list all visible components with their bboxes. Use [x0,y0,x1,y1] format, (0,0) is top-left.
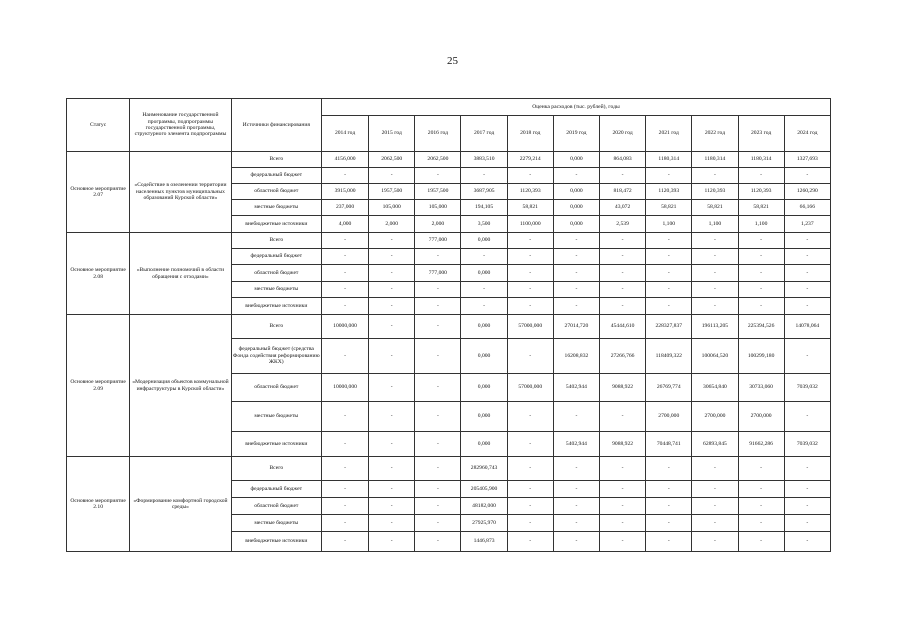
header-name: Наименование государственной программы, подпрограммы государственной программы, структурного элемента подпрограммы [130,99,231,152]
value-cell: - [784,298,830,315]
value-cell: - [738,168,784,184]
value-cell: - [784,402,830,432]
value-cell: - [369,233,415,249]
value-cell: - [369,532,415,552]
value-cell: 43,072 [600,200,646,216]
value-cell: 105,000 [369,200,415,216]
value-cell: - [507,457,553,481]
expenditure-table [66,98,831,552]
source-cell: Всего [231,152,321,168]
source-cell: местные бюджеты [231,282,321,298]
header-year: 2022 год [692,116,738,152]
value-cell: 58,821 [692,200,738,216]
value-cell: - [321,515,368,532]
value-cell: - [784,282,830,298]
value-cell: 1957,500 [369,184,415,200]
value-cell: - [600,233,646,249]
value-cell: - [321,298,368,315]
value-cell: - [646,498,692,515]
value-cell: 9088,922 [600,374,646,402]
value-cell: - [646,457,692,481]
value-cell: - [553,402,599,432]
value-cell: - [784,532,830,552]
value-cell: - [738,298,784,315]
source-cell: местные бюджеты [231,200,321,216]
value-cell: 0,000 [553,200,599,216]
value-cell: - [692,233,738,249]
value-cell: 1100,000 [507,216,553,233]
source-cell: местные бюджеты [231,515,321,532]
value-cell: - [784,457,830,481]
value-cell: - [507,532,553,552]
value-cell: 57000,000 [507,315,553,339]
value-cell: 5402,944 [553,374,599,402]
value-cell: - [369,515,415,532]
value-cell: 3883,510 [461,152,507,168]
value-cell: - [600,298,646,315]
value-cell: 2279,214 [507,152,553,168]
table-row [67,152,831,168]
value-cell: 1120,393 [507,184,553,200]
value-cell: - [553,481,599,498]
value-cell: - [738,457,784,481]
value-cell: 48182,000 [461,498,507,515]
value-cell: - [369,481,415,498]
value-cell: - [738,265,784,282]
value-cell: - [321,265,368,282]
value-cell: - [692,481,738,498]
value-cell: - [507,498,553,515]
value-cell: - [784,249,830,265]
value-cell: - [415,402,461,432]
value-cell: 27014,720 [553,315,599,339]
value-cell: - [415,432,461,457]
value-cell: - [692,249,738,265]
value-cell: - [461,298,507,315]
value-cell: 0,000 [553,152,599,168]
value-cell: - [692,298,738,315]
value-cell: - [321,282,368,298]
value-cell: 1,100 [646,216,692,233]
value-cell: - [369,457,415,481]
status-cell: Основное мероприятие 2.10 [67,457,130,552]
value-cell: 1,237 [784,216,830,233]
value-cell: 0,000 [461,265,507,282]
status-cell: Основное мероприятие 2.09 [67,315,130,457]
value-cell: 1120,393 [692,184,738,200]
value-cell: 1180,314 [692,152,738,168]
header-estimate: Оценка расходов (тыс. рублей), годы [321,99,830,116]
value-cell: 194,105 [461,200,507,216]
value-cell: - [553,265,599,282]
value-cell: - [461,249,507,265]
value-cell: 26769,774 [646,374,692,402]
value-cell: - [738,481,784,498]
value-cell: 0,000 [553,184,599,200]
value-cell: - [461,168,507,184]
value-cell: - [553,168,599,184]
value-cell: - [415,374,461,402]
value-cell: - [646,298,692,315]
value-cell: - [321,498,368,515]
value-cell: 777,000 [415,233,461,249]
value-cell: - [507,233,553,249]
value-cell: 100064,520 [692,339,738,374]
value-cell: 1957,500 [415,184,461,200]
value-cell: - [507,168,553,184]
value-cell: - [461,282,507,298]
measure-name-cell: «Модернизация объектов коммунальной инфраструктуры в Курской области» [130,315,231,457]
value-cell: 66,166 [784,200,830,216]
value-cell: - [600,515,646,532]
value-cell: 3915,000 [321,184,368,200]
value-cell: - [646,515,692,532]
value-cell: - [415,298,461,315]
table-row [67,233,831,249]
value-cell: - [692,457,738,481]
source-cell: Всего [231,233,321,249]
value-cell: - [415,457,461,481]
value-cell: 0,000 [461,315,507,339]
value-cell: 9088,922 [600,432,646,457]
value-cell: - [369,498,415,515]
header-sources: Источники финансирования [231,99,321,152]
value-cell: - [646,265,692,282]
header-year: 2021 год [646,116,692,152]
value-cell: 30733,060 [738,374,784,402]
value-cell: - [321,432,368,457]
value-cell: - [692,515,738,532]
header-year: 2024 год [784,116,830,152]
value-cell: - [321,249,368,265]
value-cell: - [553,457,599,481]
value-cell: - [784,233,830,249]
value-cell: 27925,970 [461,515,507,532]
value-cell: - [784,339,830,374]
value-cell: - [553,515,599,532]
value-cell: 45444,610 [600,315,646,339]
value-cell: - [369,432,415,457]
value-cell: - [507,402,553,432]
value-cell: - [692,282,738,298]
value-cell: - [415,168,461,184]
value-cell: - [646,168,692,184]
value-cell: - [784,168,830,184]
value-cell: - [600,282,646,298]
source-cell: Всего [231,457,321,481]
value-cell: 2,539 [600,216,646,233]
value-cell: - [600,532,646,552]
value-cell: - [415,282,461,298]
source-cell: федеральный бюджет [231,168,321,184]
value-cell: 1,100 [738,216,784,233]
value-cell: 196113,205 [692,315,738,339]
value-cell: - [553,282,599,298]
value-cell: 3,500 [461,216,507,233]
value-cell: - [369,249,415,265]
value-cell: 100299,180 [738,339,784,374]
value-cell: - [600,168,646,184]
value-cell: 14078,064 [784,315,830,339]
table-row [67,457,831,481]
value-cell: - [784,481,830,498]
value-cell: 1260,290 [784,184,830,200]
value-cell: - [784,498,830,515]
value-cell: 205405,900 [461,481,507,498]
value-cell: 2700,000 [646,402,692,432]
value-cell: 1,100 [692,216,738,233]
value-cell: - [646,233,692,249]
page-number: 25 [447,55,458,67]
value-cell: 16208,832 [553,339,599,374]
value-cell: 2062,500 [415,152,461,168]
value-cell: - [507,481,553,498]
value-cell: - [321,457,368,481]
value-cell: - [738,282,784,298]
source-cell: внебюджетные источники [231,216,321,233]
value-cell: 10000,000 [321,374,368,402]
value-cell: 2700,000 [692,402,738,432]
value-cell: 1446,873 [461,532,507,552]
status-cell: Основное мероприятие 2.08 [67,233,130,315]
header-year: 2019 год [553,116,599,152]
value-cell: 58,821 [507,200,553,216]
value-cell: 777,000 [415,265,461,282]
value-cell: 58,821 [646,200,692,216]
source-cell: федеральный бюджет [231,481,321,498]
header-year: 2015 год [369,116,415,152]
value-cell: - [692,498,738,515]
value-cell: 1180,314 [738,152,784,168]
value-cell: 7039,032 [784,432,830,457]
value-cell: - [507,265,553,282]
value-cell: 237,000 [321,200,368,216]
value-cell: 70448,741 [646,432,692,457]
value-cell: 4156,000 [321,152,368,168]
value-cell: - [321,532,368,552]
measure-name-cell: «Выполнение полномочий в области обращения с отходами» [130,233,231,315]
value-cell: 118409,322 [646,339,692,374]
value-cell: - [553,532,599,552]
value-cell: - [369,402,415,432]
value-cell: - [692,265,738,282]
value-cell: - [415,315,461,339]
value-cell: - [507,298,553,315]
value-cell: 30654,840 [692,374,738,402]
value-cell: - [553,498,599,515]
value-cell: 10000,000 [321,315,368,339]
value-cell: 0,000 [461,374,507,402]
measure-name-cell: «Формирование комфортной городской среды» [130,457,231,552]
value-cell: - [600,402,646,432]
value-cell: - [369,298,415,315]
header-year: 2014 год [321,116,368,152]
value-cell: - [369,339,415,374]
value-cell: - [738,249,784,265]
value-cell: - [784,515,830,532]
value-cell: - [415,532,461,552]
value-cell: - [369,168,415,184]
value-cell: - [646,282,692,298]
source-cell: федеральный бюджет (средства Фонда содействия реформированию ЖКХ) [231,339,321,374]
source-cell: областной бюджет [231,265,321,282]
value-cell: - [553,233,599,249]
value-cell: - [369,282,415,298]
value-cell: 2,000 [415,216,461,233]
value-cell: - [600,498,646,515]
header-year: 2020 год [600,116,646,152]
value-cell: - [369,315,415,339]
value-cell: - [415,339,461,374]
source-cell: внебюджетные источники [231,298,321,315]
value-cell: - [321,402,368,432]
value-cell: - [415,481,461,498]
value-cell: 1120,393 [738,184,784,200]
value-cell: 2700,000 [738,402,784,432]
source-cell: областной бюджет [231,184,321,200]
source-cell: областной бюджет [231,498,321,515]
value-cell: - [321,233,368,249]
source-cell: внебюджетные источники [231,432,321,457]
value-cell: 0,000 [461,432,507,457]
value-cell: - [738,532,784,552]
value-cell: - [507,515,553,532]
value-cell: 4,000 [321,216,368,233]
value-cell: 58,821 [738,200,784,216]
value-cell: - [646,481,692,498]
value-cell: 7039,032 [784,374,830,402]
header-year: 2018 год [507,116,553,152]
value-cell: 0,000 [461,339,507,374]
value-cell: - [321,339,368,374]
value-cell: 228327,837 [646,315,692,339]
value-cell: - [507,339,553,374]
value-cell: 0,000 [461,402,507,432]
value-cell: 225394,526 [738,315,784,339]
value-cell: 2,000 [369,216,415,233]
source-cell: областной бюджет [231,374,321,402]
value-cell: - [415,249,461,265]
table-row [67,315,831,339]
value-cell: - [646,249,692,265]
value-cell: 282960,743 [461,457,507,481]
value-cell: - [321,168,368,184]
value-cell: 62893,845 [692,432,738,457]
value-cell: - [784,265,830,282]
value-cell: 91662,286 [738,432,784,457]
value-cell: 1120,393 [646,184,692,200]
value-cell: - [600,265,646,282]
value-cell: - [600,249,646,265]
value-cell: - [646,532,692,552]
value-cell: - [369,265,415,282]
value-cell: - [507,282,553,298]
value-cell: - [692,532,738,552]
value-cell: - [600,481,646,498]
measure-name-cell: «Содействие в озеленении территории населенных пунктов муниципальных образований Курской области» [130,152,231,233]
value-cell: 0,000 [461,233,507,249]
source-cell: Всего [231,315,321,339]
value-cell: - [738,233,784,249]
value-cell: - [415,498,461,515]
value-cell: - [692,168,738,184]
value-cell: - [553,249,599,265]
value-cell: - [369,374,415,402]
value-cell: 1327,693 [784,152,830,168]
value-cell: 864,083 [600,152,646,168]
value-cell: - [415,515,461,532]
value-cell: - [507,249,553,265]
value-cell: - [553,298,599,315]
value-cell: - [738,498,784,515]
status-cell: Основное мероприятие 2.07 [67,152,130,233]
header-year: 2023 год [738,116,784,152]
header-year: 2016 год [415,116,461,152]
value-cell: 2062,500 [369,152,415,168]
value-cell: 3687,905 [461,184,507,200]
header-year: 2017 год [461,116,507,152]
value-cell: - [321,481,368,498]
value-cell: 57000,000 [507,374,553,402]
value-cell: 818,472 [600,184,646,200]
value-cell: 0,000 [553,216,599,233]
value-cell: - [738,515,784,532]
value-cell: 105,000 [415,200,461,216]
header-status: Статус [67,99,130,152]
value-cell: 5402,944 [553,432,599,457]
value-cell: 1180,314 [646,152,692,168]
source-cell: внебюджетные источники [231,532,321,552]
source-cell: местные бюджеты [231,402,321,432]
value-cell: - [507,432,553,457]
value-cell: - [600,457,646,481]
source-cell: федеральный бюджет [231,249,321,265]
value-cell: 27266,766 [600,339,646,374]
